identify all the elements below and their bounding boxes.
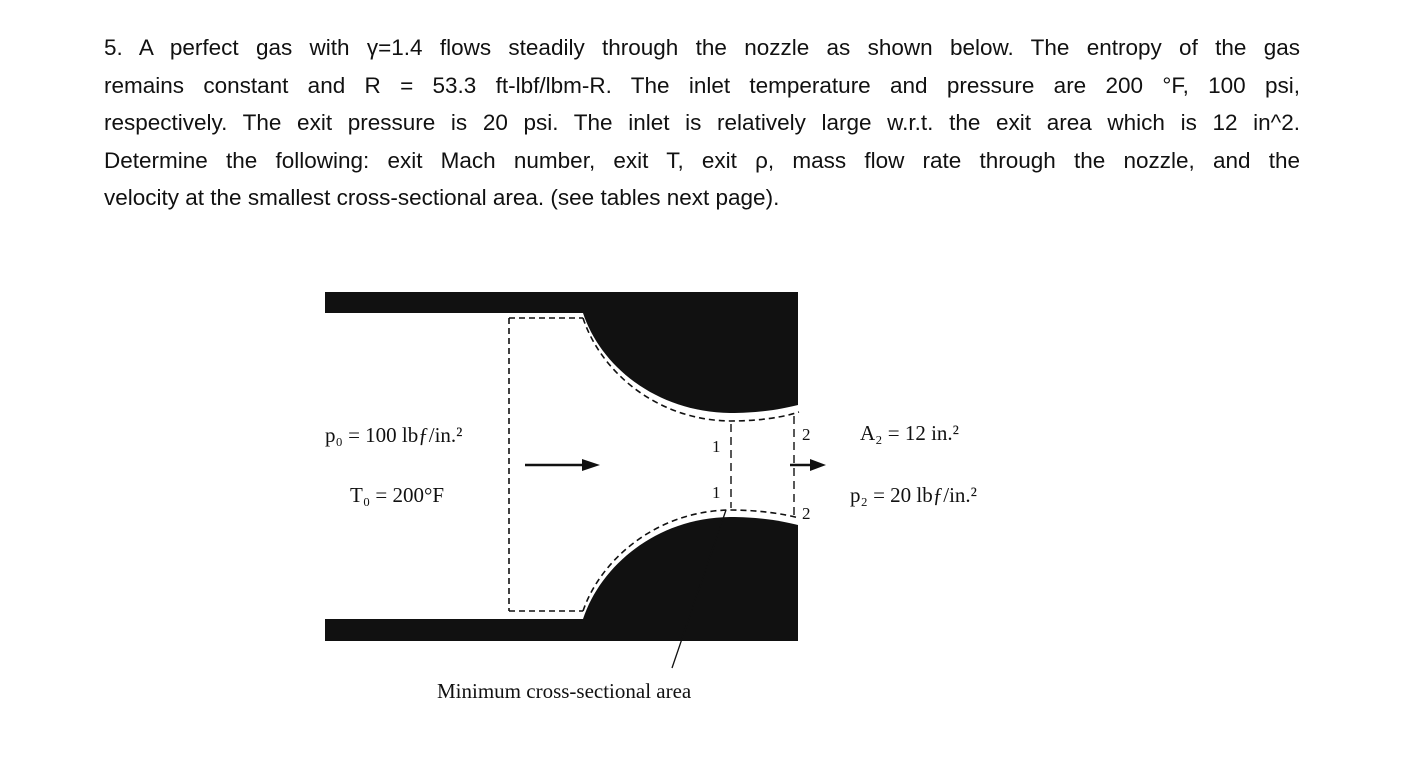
problem-line-3: respectively. The exit pressure is 20 psi. The inlet is relatively large w.r.t. the exit area which is 12 in^2.: [104, 110, 1300, 135]
upper-wall: [325, 292, 798, 313]
flow-arrow-exit: [790, 459, 826, 471]
station-1-top-label: 1: [712, 437, 721, 456]
lower-nozzle-contour: [583, 517, 798, 619]
flow-arrow-inlet: [525, 459, 600, 471]
inlet-temperature-label: T₀ = 200°F: [350, 483, 445, 507]
upper-nozzle-contour: [583, 313, 798, 413]
exit-area-label: A₂ = 12 in.²: [860, 421, 959, 445]
exit-pressure-label: p₂ = 20 lbƒ/in.²: [850, 483, 977, 507]
problem-line-1: 5. A perfect gas with γ=1.4 flows steadily through the nozzle as shown below. The entropy of the gas: [104, 35, 1300, 60]
inlet-pressure-label: p₀ = 100 lbƒ/in.²: [325, 423, 463, 447]
lower-wall: [325, 619, 798, 641]
station-1-bottom-label: 1: [712, 483, 721, 502]
problem-line-2: remains constant and R = 53.3 ft-lbf/lbm-R. The inlet temperature and pressure are 200 °F, 100 psi,: [104, 72, 1300, 98]
station-2-bottom-label: 2: [802, 504, 811, 523]
station-lines: [731, 416, 794, 515]
problem-line-4: Determine the following: exit Mach number, exit T, exit ρ, mass flow rate through the nozzle, and the: [104, 147, 1300, 173]
station-2-top-label: 2: [802, 425, 811, 444]
throat-label: Minimum cross-sectional area: [437, 679, 692, 703]
problem-line-5: velocity at the smallest cross-sectional area. (see tables next page).: [104, 185, 780, 210]
